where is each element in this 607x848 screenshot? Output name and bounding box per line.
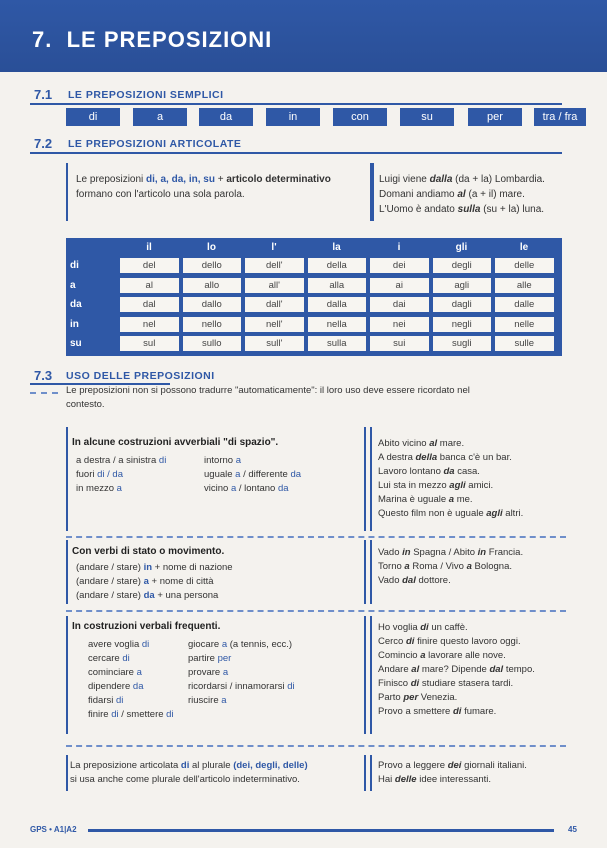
spazio-col2: intorno a uguale a / differente da vicino a / lontano da bbox=[204, 455, 302, 494]
article-header: la bbox=[332, 242, 341, 253]
articulated-form-cell: dalle bbox=[495, 297, 554, 312]
preposition-chip: da bbox=[199, 108, 253, 126]
articulated-form-cell: sullo bbox=[183, 336, 242, 351]
articulated-form-cell: degli bbox=[433, 258, 492, 273]
articulated-form-cell: negli bbox=[433, 317, 492, 332]
articulated-form-cell: dal bbox=[120, 297, 179, 312]
preposition-chip: su bbox=[400, 108, 454, 126]
example-line: Luigi viene dalla (da + la) Lombardia. bbox=[379, 174, 545, 185]
verbali-col2: giocare a (a tennis, ecc.) partire per provare a ricordarsi / innamorarsi di riuscire a bbox=[188, 639, 295, 706]
articulated-form-cell: sull' bbox=[245, 336, 304, 351]
articulated-form-cell: nel bbox=[120, 317, 179, 332]
section-rule bbox=[30, 152, 562, 154]
articulated-form-cell: dalla bbox=[308, 297, 367, 312]
articulated-form-cell: ai bbox=[370, 278, 429, 293]
divider bbox=[372, 163, 374, 221]
articulated-form-cell: dello bbox=[183, 258, 242, 273]
article-header: il bbox=[146, 242, 152, 253]
articulated-form-cell: nella bbox=[308, 317, 367, 332]
preposition-chip: a bbox=[133, 108, 187, 126]
dashed-rule bbox=[66, 745, 566, 747]
section-number: 7.3 bbox=[34, 368, 53, 383]
section-rule bbox=[30, 103, 562, 105]
dashed-rule bbox=[66, 610, 566, 612]
articulated-form-cell: delle bbox=[495, 258, 554, 273]
articulated-form-cell: sul bbox=[120, 336, 179, 351]
divider bbox=[370, 427, 372, 531]
preposition-chip: di bbox=[66, 108, 120, 126]
divider bbox=[370, 755, 372, 791]
articulated-form-cell: nei bbox=[370, 317, 429, 332]
preposition-chip: per bbox=[468, 108, 522, 126]
usage-box-title: In costruzioni verbali frequenti. bbox=[72, 621, 221, 632]
preposition-row-header: di bbox=[70, 260, 79, 271]
article-header: gli bbox=[455, 242, 468, 253]
section-title: LE PREPOSIZIONI ARTICOLATE bbox=[68, 138, 242, 150]
chapter-title bbox=[32, 27, 272, 53]
usage-box-title: In alcune costruzioni avverbiali "di spazio". bbox=[72, 437, 279, 448]
articulated-form-cell: nelle bbox=[495, 317, 554, 332]
articulated-form-cell: dei bbox=[370, 258, 429, 273]
divider bbox=[370, 616, 372, 734]
section-intro: contesto. bbox=[66, 399, 105, 410]
section-number: 7.2 bbox=[34, 136, 53, 151]
preposition-row-header: su bbox=[70, 338, 82, 349]
articulated-examples bbox=[379, 172, 584, 217]
articulated-form-cell: dallo bbox=[183, 297, 242, 312]
articulated-form-cell: allo bbox=[183, 278, 242, 293]
plurale-rule-line2: si usa anche come plurale dell'articolo indeterminativo. bbox=[70, 774, 300, 785]
chapter-number: 7. bbox=[32, 27, 53, 52]
section-title: LE PREPOSIZIONI SEMPLICI bbox=[68, 89, 224, 101]
article-header: i bbox=[397, 242, 401, 253]
plurale-rule-line1: La preposizione articolata di al plurale (dei, degli, delle) bbox=[70, 760, 308, 771]
dashed-rule bbox=[66, 536, 566, 538]
example-line: Domani andiamo al (a + il) mare. bbox=[379, 189, 525, 200]
section-intro: Le preposizioni non si possono tradurre "automaticamente": il loro uso deve essere ricordato nel bbox=[66, 385, 470, 396]
spazio-examples: Abito vicino al mare. A destra della banca c'è un bar. Lavoro lontano da casa. Lui sta in mezzo agli amici. Marina è uguale a me. Questo film non è uguale agli altri. bbox=[378, 438, 524, 519]
example-line: L'Uomo è andato sulla (su + la) luna. bbox=[379, 204, 545, 215]
section-title: USO DELLE PREPOSIZIONI bbox=[66, 370, 215, 382]
divider bbox=[370, 540, 372, 604]
moto-examples: Vado in Spagna / Abito in Francia. Torno a Roma / Vivo a Bologna. Vado dal dottore. bbox=[378, 547, 524, 586]
verbali-col1: avere voglia di cercare di cominciare a dipendere da fidarsi di finire di / smettere di bbox=[88, 639, 174, 720]
articulated-rule-text: Le preposizioni di, a, da, in, su + articolo determinativo formano con l'articolo una sola parola. bbox=[76, 174, 331, 200]
articulated-form-cell: agli bbox=[433, 278, 492, 293]
preposition-chip: tra / fra bbox=[534, 108, 586, 126]
plurale-examples: Provo a leggere dei giornali italiani. Hai delle idee interessanti. bbox=[378, 760, 527, 785]
preposition-row-header: in bbox=[70, 318, 79, 330]
articulated-form-cell: alle bbox=[495, 278, 554, 293]
verbali-examples: Ho voglia di un caffè. Cerco di finire questo lavoro oggi. Comincio a lavorare alle nove. Andare al mare? Dipende dal tempo. Finisco di studiare stasera tardi. Parto per Venezia. Provo a smettere di fumare. bbox=[378, 622, 535, 717]
articulated-form-cell: sulla bbox=[308, 336, 367, 351]
articulated-form-cell: sui bbox=[370, 336, 429, 351]
articulated-form-cell: nello bbox=[183, 317, 242, 332]
preposition-chip: in bbox=[266, 108, 320, 126]
page-number: 45 bbox=[568, 825, 577, 834]
preposition-chip: con bbox=[333, 108, 387, 126]
articulated-form-cell: all' bbox=[245, 278, 304, 293]
articulated-form-cell: dall' bbox=[245, 297, 304, 312]
dashed-rule bbox=[30, 392, 58, 394]
article-header: l' bbox=[271, 242, 277, 253]
article-header: lo bbox=[207, 242, 216, 253]
usage-box-title: Con verbi di stato o movimento. bbox=[72, 546, 225, 557]
chapter-title-text: LE PREPOSIZIONI bbox=[66, 27, 273, 52]
preposition-row-header: a bbox=[70, 279, 76, 291]
articulated-form-cell: della bbox=[308, 258, 367, 273]
articulated-form-cell: alla bbox=[308, 278, 367, 293]
articulated-form-cell: dagli bbox=[433, 297, 492, 312]
article-header: le bbox=[519, 242, 529, 253]
footer-label: GPS • A1|A2 bbox=[30, 825, 77, 834]
articulated-form-cell: dell' bbox=[245, 258, 304, 273]
section-number: 7.1 bbox=[34, 87, 53, 102]
footer-rule bbox=[88, 829, 554, 832]
articulated-form-cell: sulle bbox=[495, 336, 554, 351]
articulated-form-cell: nell' bbox=[245, 317, 304, 332]
articulated-form-cell: sugli bbox=[433, 336, 492, 351]
moto-lines: (andare / stare) in + nome di nazione (andare / stare) a + nome di città (andare / stare) da + una persona bbox=[76, 562, 233, 601]
preposition-row-header: da bbox=[70, 299, 82, 310]
articulated-form-cell: dai bbox=[370, 297, 429, 312]
articulated-form-cell: del bbox=[120, 258, 179, 273]
articulated-form-cell: al bbox=[120, 278, 179, 293]
spazio-col1: a destra / a sinistra di fuori di / da in mezzo a bbox=[76, 455, 167, 494]
